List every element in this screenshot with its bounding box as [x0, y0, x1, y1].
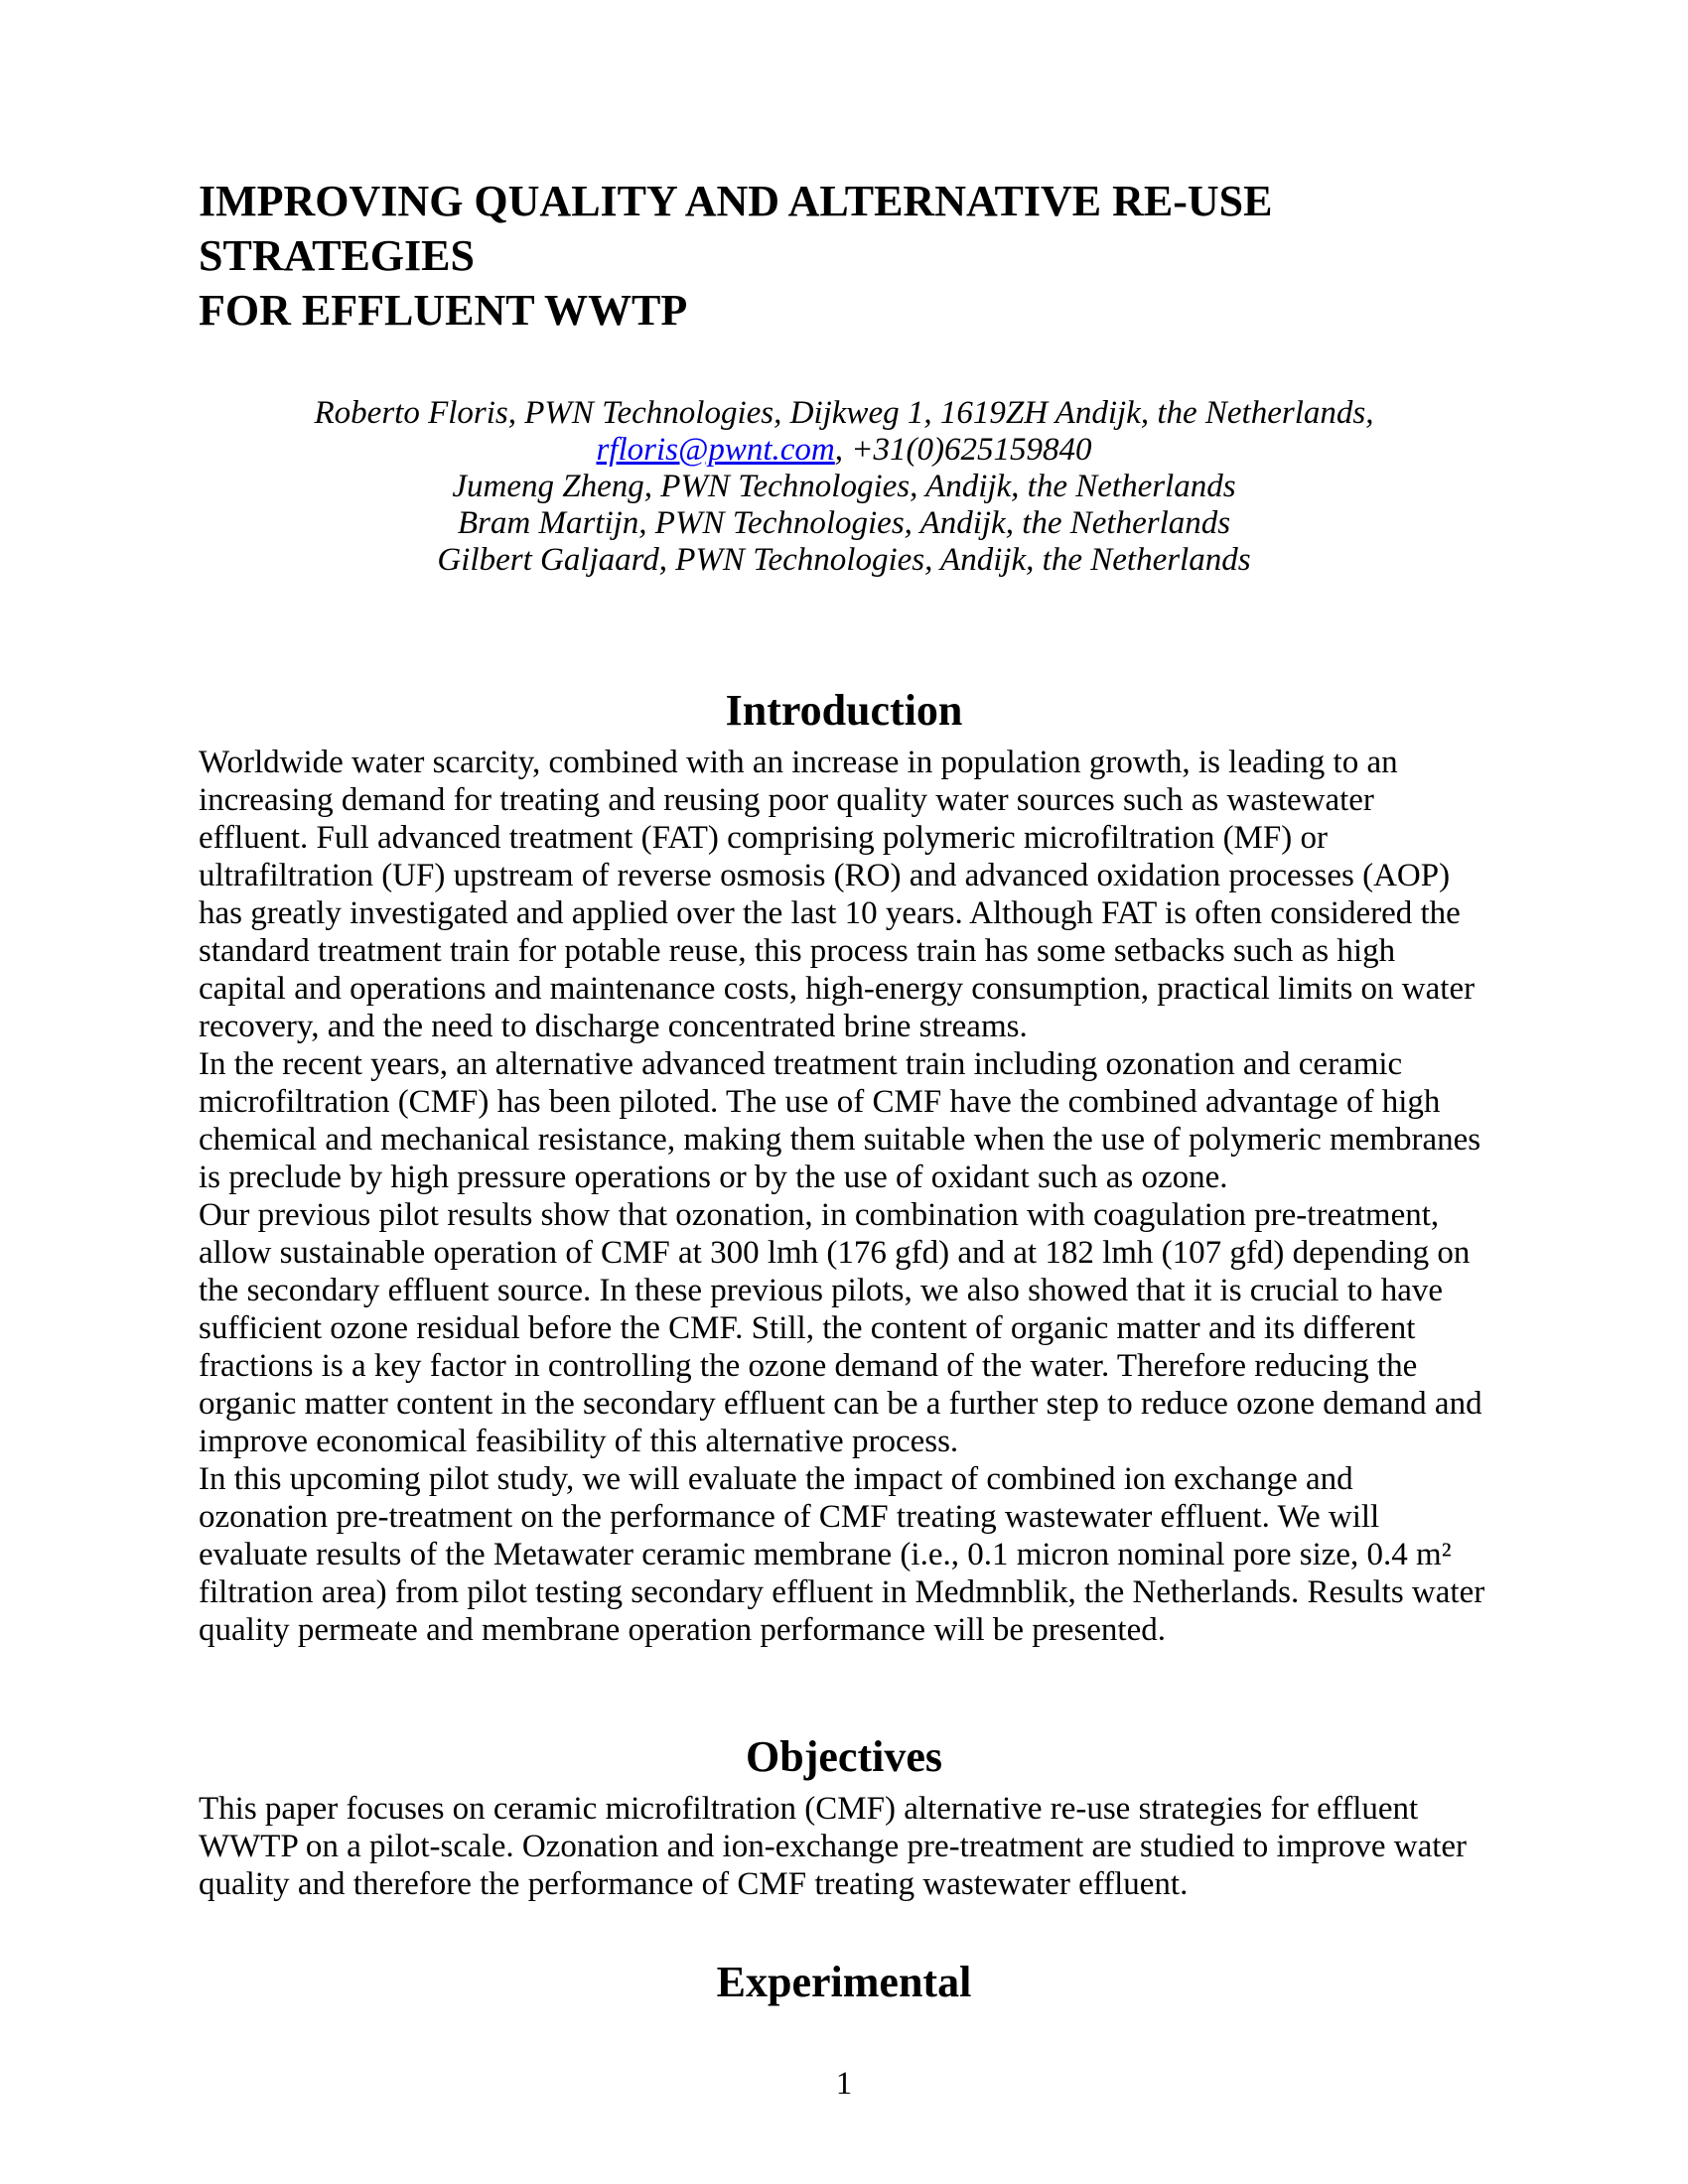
section-heading-introduction: Introduction: [725, 686, 963, 735]
objectives-paragraph: This paper focuses on ceramic microfiltration (CMF) alternative re-use strategies for effluent WWTP on a pilot-scale. Ozonation and ion-exchange pre-treatment are studied to improve water quality and therefore the performance of CMF treating wastewater effluent.: [199, 1791, 1468, 1902]
section-heading-experimental: Experimental: [716, 1958, 972, 2006]
section-heading-objectives: Objectives: [746, 1732, 942, 1781]
introduction-paragraph-3: Our previous pilot results show that ozonation, in combination with coagulation pre-treatment, allow sustainable operation of CMF at 300 lmh (176 gfd) and at 182 lmh (107 gfd) depending on the secondary effluent source. In these previous pilots, we also showed that it is crucial to have sufficient ozone residual before the CMF. Still, the content of organic matter and its different fractions is a key factor in controlling the ozone demand of the water. Therefore reducing the organic matter content in the secondary effluent can be a further step to reduce ozone demand and improve economical feasibility of this alternative process.: [199, 1197, 1482, 1459]
introduction-paragraph-1: Worldwide water scarcity, combined with an increase in population growth, is leading to an increasing demand for treating and reusing poor quality water sources such as wastewater effluent. Full advanced treatment (FAT) comprising polymeric microfiltration (MF) or ultrafiltration (UF) upstream of reverse osmosis (RO) and advanced oxidation processes (AOP) has greatly investigated and applied over the last 10 years. Although FAT is often considered the standard treatment train for potable reuse, this process train has some setbacks such as high capital and operations and maintenance costs, high-energy consumption, practical limits on water recovery, and the need to discharge concentrated brine streams.: [199, 745, 1476, 1044]
introduction-paragraph-4: In this upcoming pilot study, we will evaluate the impact of combined ion exchange and ozonation pre-treatment on the performance of CMF treating wastewater effluent. We will evaluate results of the Metawater ceramic membrane (i.e., 0.1 micron nominal pore size, 0.4 m² filtration area) from pilot testing secondary effluent in Medmnblik, the Netherlands. Results water quality permeate and membrane operation performance will be presented.: [199, 1461, 1485, 1648]
introduction-paragraph-2: In the recent years, an alternative advanced treatment train including ozonation and ceramic microfiltration (CMF) has been piloted. The use of CMF have the combined advantage of high chemical and mechanical resistance, making them suitable when the use of polymeric membranes is preclude by high pressure operations or by the use of oxidant such as ozone.: [199, 1046, 1481, 1195]
paper-title: [199, 0, 1489, 338]
page-number: 1: [835, 2066, 853, 2102]
author-line-1: Roberto Floris, PWN Technologies, Dijkweg 1, 1619ZH Andijk, the Netherlands,: [314, 395, 1374, 431]
author-block: [199, 395, 1489, 579]
author-line-2: Jumeng Zheng, PWN Technologies, Andijk, the Netherlands: [452, 469, 1236, 504]
author-line-4: Gilbert Galjaard, PWN Technologies, Andijk, the Netherlands: [437, 542, 1251, 578]
paper-title-line-1: IMPROVING QUALITY AND ALTERNATIVE RE-USE STRATEGIES: [199, 177, 1273, 280]
contact-line: [199, 432, 1489, 469]
author-line-3: Bram Martijn, PWN Technologies, Andijk, the Netherlands: [457, 505, 1231, 541]
email-link[interactable]: rfloris@pwnt.com: [596, 432, 835, 468]
phone-text: , +31(0)625159840: [834, 432, 1092, 468]
paper-title-line-2: FOR EFFLUENT WWTP: [199, 286, 688, 335]
introduction-body: [199, 744, 1489, 1649]
